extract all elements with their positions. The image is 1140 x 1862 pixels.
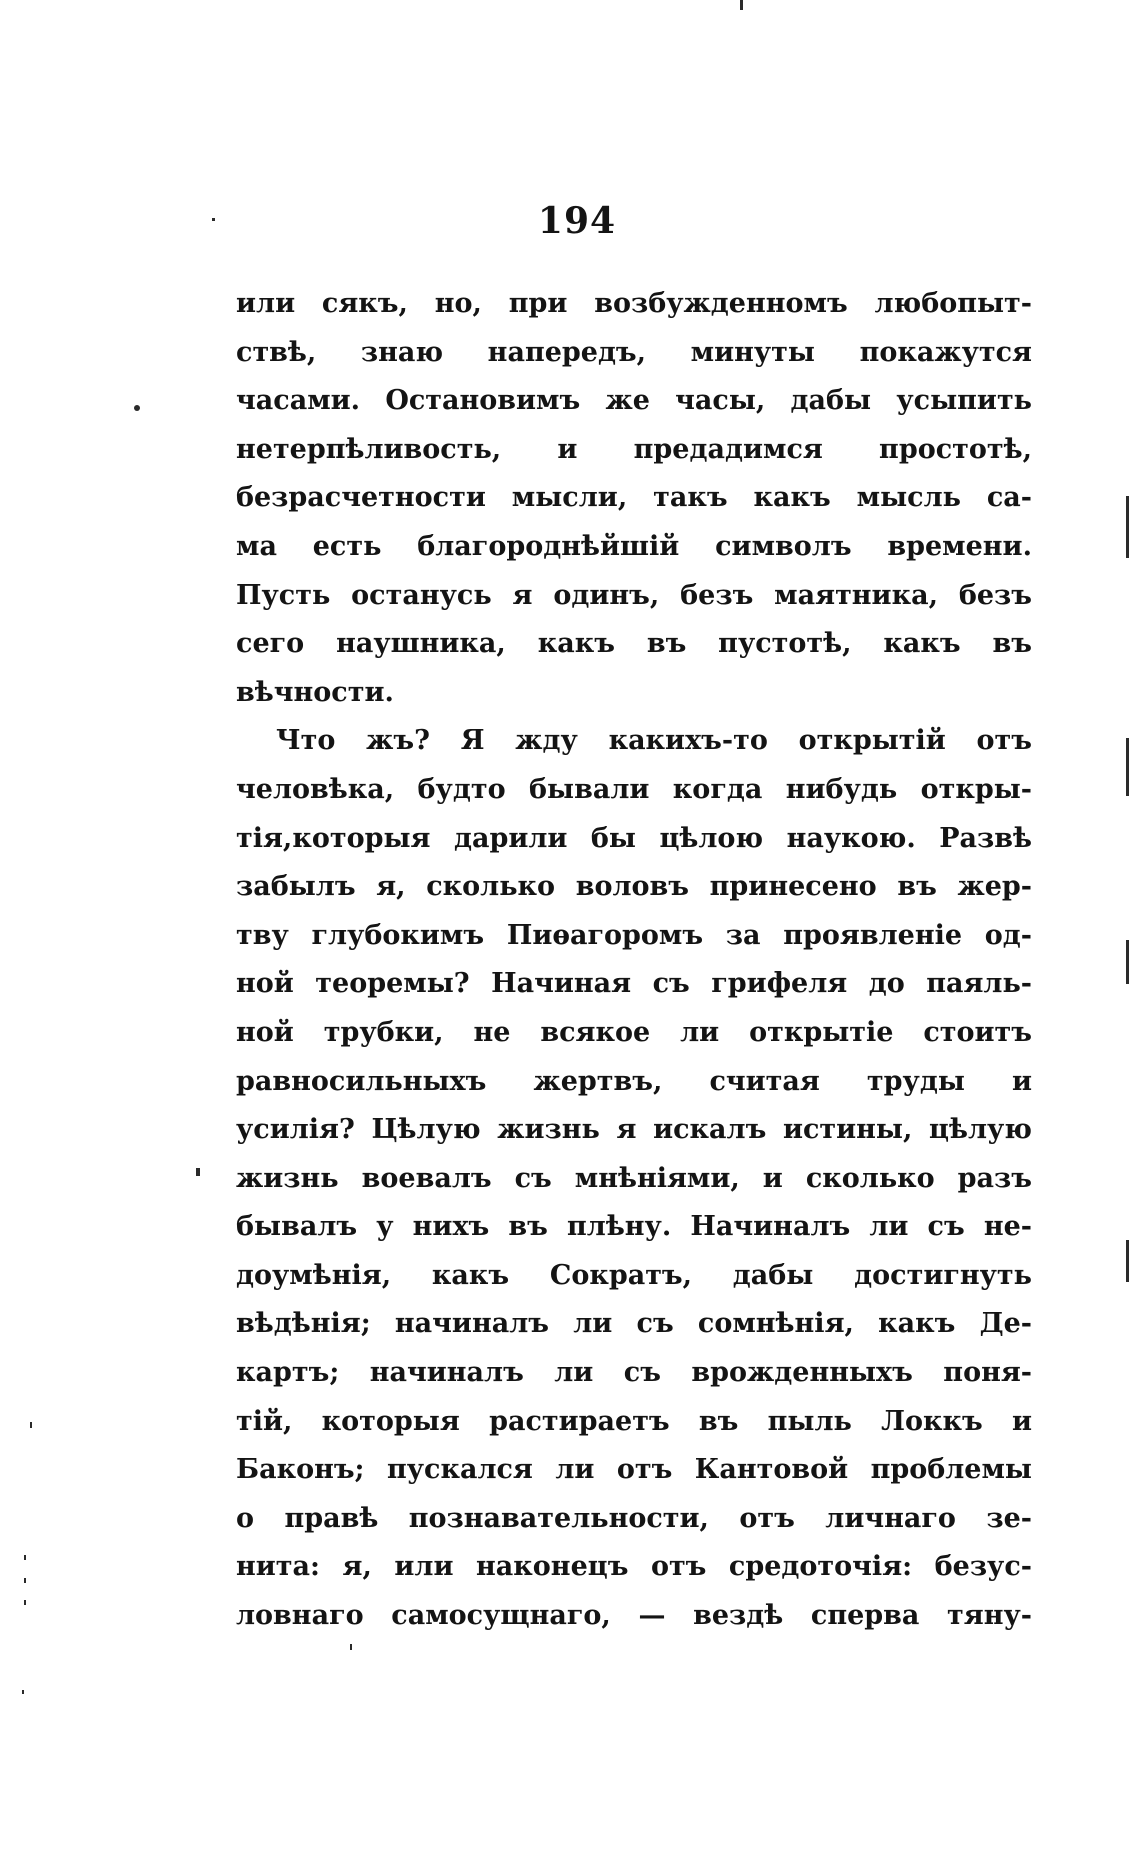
scan-speck bbox=[740, 0, 743, 10]
text-line: равносильныхъ жертвъ, считая труды и bbox=[236, 1065, 1032, 1097]
scan-speck bbox=[212, 218, 215, 221]
text-line: доумѣнія, какъ Сократъ, дабы достигнуть bbox=[236, 1259, 1032, 1291]
text-line: нетерпѣливость, и предадимся простотѣ, bbox=[236, 433, 1032, 465]
text-line: тія,которыя дарили бы цѣлою наукою. Развѣ bbox=[236, 822, 1032, 854]
text-line: сего наушника, какъ въ пустотѣ, какъ въ bbox=[236, 628, 1032, 660]
page-number-value: 194 bbox=[537, 200, 617, 242]
text-line: Пусть останусь я одинъ, безъ маятника, безъ bbox=[236, 579, 1032, 611]
text-line: нита: я, или наконецъ отъ средоточія: безус- bbox=[236, 1551, 1032, 1583]
text-line: или сякъ, но, при возбужденномъ любопыт- bbox=[236, 288, 1032, 319]
scan-speck bbox=[24, 1555, 26, 1560]
scan-speck bbox=[134, 405, 140, 411]
text-line: картъ; начиналъ ли съ врожденныхъ поня- bbox=[236, 1357, 1032, 1389]
text-line: тву глубокимъ Пиѳагоромъ за проявленіе од- bbox=[236, 919, 1032, 951]
scan-speck bbox=[196, 1168, 200, 1176]
text-line: тій, которыя растираетъ въ пыль Локкъ и bbox=[236, 1405, 1032, 1437]
text-line: вѣчности. bbox=[236, 676, 394, 708]
text-line: вѣдѣнія; начиналъ ли съ сомнѣнія, какъ Де- bbox=[236, 1308, 1032, 1340]
text-line: усилія? Цѣлую жизнь я искалъ истины, цѣлую bbox=[236, 1114, 1032, 1146]
text-line: часами. Остановимъ же часы, дабы усыпить bbox=[236, 385, 1032, 417]
scan-speck bbox=[30, 1422, 32, 1428]
body-text bbox=[236, 280, 1032, 1641]
text-line: безрасчетности мысли, такъ какъ мысль са- bbox=[236, 482, 1032, 514]
scan-speck bbox=[1126, 496, 1129, 558]
scan-speck bbox=[24, 1578, 26, 1583]
text-line: о правѣ познавательности, отъ личнаго зе- bbox=[236, 1502, 1032, 1534]
scan-speck bbox=[22, 1690, 24, 1694]
text-line: ствѣ, знаю напередъ, минуты покажутся bbox=[236, 336, 1032, 368]
text-line: Что жъ? Я жду какихъ-то открытій отъ bbox=[276, 725, 1032, 757]
scan-speck bbox=[1126, 1240, 1129, 1282]
text-line: ловнаго самосущнаго, — вездѣ сперва тяну- bbox=[236, 1600, 1032, 1632]
scan-speck bbox=[1126, 738, 1129, 796]
scan-speck bbox=[24, 1600, 26, 1605]
text-line: жизнь воевалъ съ мнѣніями, и сколько разъ bbox=[236, 1162, 1032, 1194]
text-line: забылъ я, сколько воловъ принесено въ жер- bbox=[236, 871, 1032, 903]
scan-speck bbox=[350, 1644, 352, 1650]
scan-speck bbox=[1126, 940, 1129, 984]
text-line: бывалъ у нихъ въ плѣну. Начиналъ ли съ не- bbox=[236, 1211, 1032, 1243]
text-line: человѣка, будто бывали когда нибудь откры- bbox=[236, 773, 1032, 805]
text-line: ной теоремы? Начиная съ грифеля до паяль- bbox=[236, 968, 1032, 1000]
text-line: ной трубки, не всякое ли открытіе стоитъ bbox=[236, 1016, 1032, 1048]
text-line: Баконъ; пускался ли отъ Кантовой проблемы bbox=[236, 1454, 1032, 1486]
page-number bbox=[0, 200, 1140, 242]
text-line: ма есть благороднѣйшій символъ времени. bbox=[236, 530, 1032, 562]
